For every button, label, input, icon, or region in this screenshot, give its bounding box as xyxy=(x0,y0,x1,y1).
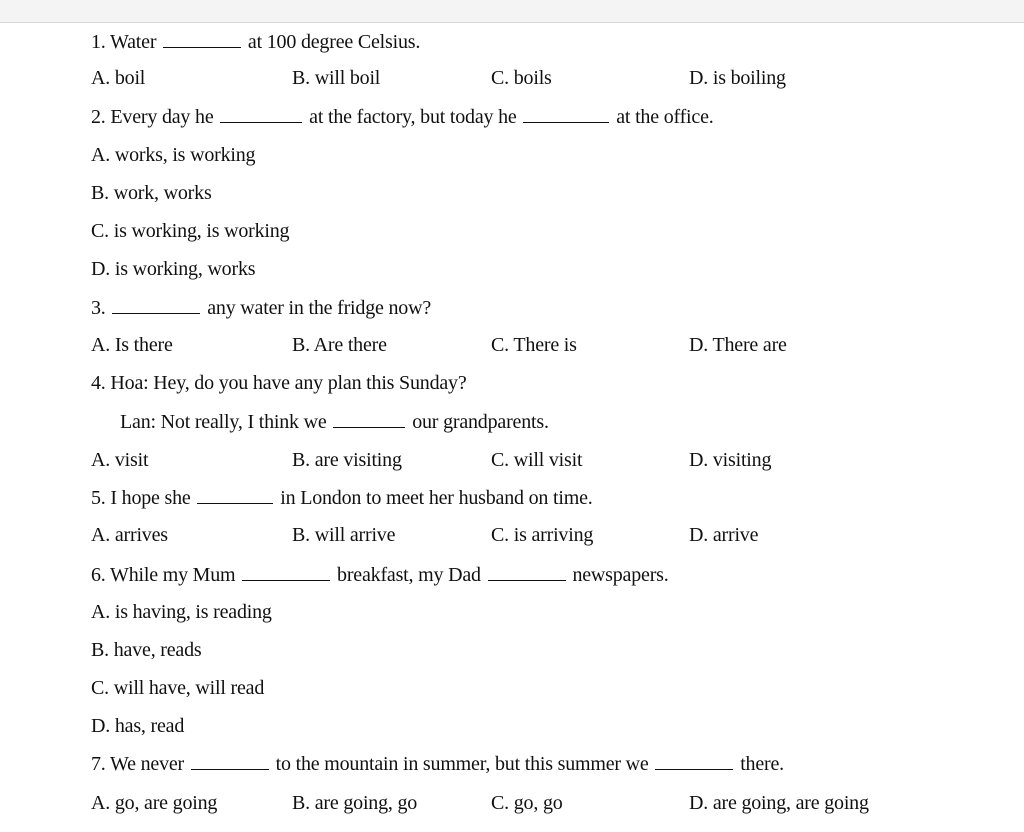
question-2 xyxy=(91,105,714,129)
blank xyxy=(655,753,733,770)
question-7-text-middle: to the mountain in summer, but this summer we xyxy=(275,753,649,775)
q3-option-c: C. There is xyxy=(491,334,577,356)
question-6-text-start: 6. While my Mum xyxy=(91,564,236,586)
question-4-text-start: Lan: Not really, I think we xyxy=(120,411,327,433)
question-1-text-start: 1. Water xyxy=(91,31,157,53)
question-4-line-1: 4. Hoa: Hey, do you have any plan this Sunday? xyxy=(91,372,467,394)
q5-option-c: C. is arriving xyxy=(491,524,594,546)
question-7 xyxy=(91,752,784,776)
q5-option-a: A. arrives xyxy=(91,524,168,546)
q6-option-b: B. have, reads xyxy=(91,639,202,661)
question-3 xyxy=(91,296,431,320)
question-7-text-start: 7. We never xyxy=(91,753,185,775)
question-6-text-middle: breakfast, my Dad xyxy=(337,564,481,586)
q6-option-a: A. is having, is reading xyxy=(91,601,272,623)
question-6 xyxy=(91,563,669,587)
blank xyxy=(523,106,609,123)
question-4-text-end: our grandparents. xyxy=(412,411,549,433)
question-2-text-start: 2. Every day he xyxy=(91,106,214,128)
question-1-text-end: at 100 degree Celsius. xyxy=(247,31,421,53)
blank xyxy=(163,31,241,48)
question-3-text-start: 3. xyxy=(91,297,106,319)
question-6-text-end: newspapers. xyxy=(572,564,669,586)
question-4-line-2 xyxy=(120,410,549,434)
blank xyxy=(197,487,273,504)
q4-option-a: A. visit xyxy=(91,449,149,471)
q2-option-a: A. works, is working xyxy=(91,144,256,166)
q4-option-b: B. are visiting xyxy=(292,449,402,471)
q7-option-a: A. go, are going xyxy=(91,792,218,814)
blank xyxy=(112,297,200,314)
q3-option-b: B. Are there xyxy=(292,334,387,356)
q2-option-c: C. is working, is working xyxy=(91,220,290,242)
q1-option-b: B. will boil xyxy=(292,67,381,89)
q6-option-c: C. will have, will read xyxy=(91,677,265,699)
question-3-text-end: any water in the fridge now? xyxy=(207,297,431,319)
q6-option-d: D. has, read xyxy=(91,715,185,737)
viewer-top-bar xyxy=(0,0,1024,23)
blank xyxy=(220,106,302,123)
q5-option-d: D. arrive xyxy=(689,524,759,546)
question-5-text-end: in London to meet her husband on time. xyxy=(280,487,593,509)
q2-option-d: D. is working, works xyxy=(91,258,256,280)
question-2-text-end: at the office. xyxy=(616,106,714,128)
question-7-text-end: there. xyxy=(740,753,784,775)
q7-option-d: D. are going, are going xyxy=(689,792,869,814)
q4-option-d: D. visiting xyxy=(689,449,772,471)
blank xyxy=(488,564,566,581)
q7-option-b: B. are going, go xyxy=(292,792,418,814)
question-5 xyxy=(91,486,593,510)
blank xyxy=(333,411,405,428)
q2-option-b: B. work, works xyxy=(91,182,212,204)
blank xyxy=(191,753,269,770)
q4-option-c: C. will visit xyxy=(491,449,583,471)
blank xyxy=(242,564,330,581)
question-5-text-start: 5. I hope she xyxy=(91,487,191,509)
q1-option-a: A. boil xyxy=(91,67,146,89)
q3-option-d: D. There are xyxy=(689,334,787,356)
q1-option-d: D. is boiling xyxy=(689,67,786,89)
q7-option-c: C. go, go xyxy=(491,792,563,814)
q1-option-c: C. boils xyxy=(491,67,552,89)
q3-option-a: A. Is there xyxy=(91,334,173,356)
question-1 xyxy=(91,30,420,54)
q5-option-b: B. will arrive xyxy=(292,524,396,546)
question-2-text-middle: at the factory, but today he xyxy=(309,106,517,128)
